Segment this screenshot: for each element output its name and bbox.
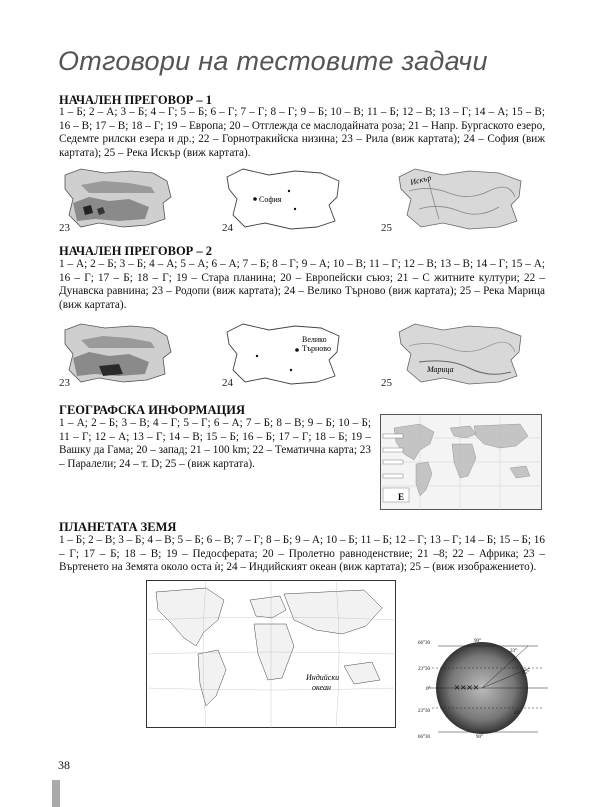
map-label-maritsa: Марица (427, 365, 454, 374)
relief-map-bulgaria-rila (65, 169, 171, 227)
figure-label: 23 (59, 222, 70, 234)
globe-label-left: 0° (426, 687, 431, 692)
maps-row-1 (59, 163, 539, 231)
page-number: 38 (58, 758, 70, 772)
world-map-thematic (380, 414, 542, 510)
globe-label-right: 23° (510, 649, 517, 654)
map-label-veliko: Велико (302, 335, 327, 344)
world-political-map (146, 580, 396, 728)
globe-label-right: 23° (514, 711, 521, 716)
globe-label-left: 66°30 (418, 735, 430, 740)
river-map-bulgaria-iskar (399, 169, 521, 229)
section-text-geo-info: 1 – А; 2 – Б; 3 – В; 4 – Г; 5 – Г; 6 – А; 7 – Б; 8 – В; 9 – Б; 10 – Б; 11 – Г; 12 – А; 13 – Г; 14 – В; 15 – Б; 16 – Б; 17 – Г; 18 – Б; 19 – Вашку да Гама; 20 – запад; 21 – 100 km; 22 – Тематична карта; 23 – Паралели; 24 – т. D; 25 – (виж картата). (59, 417, 371, 470)
map-label-sofia: София (259, 195, 282, 204)
figure-label: 24 (222, 377, 233, 389)
map-label-indian-ocean-1: Индийски (306, 673, 340, 682)
globe-label-left: 66°30 (418, 641, 430, 646)
outline-map-bulgaria-sofia (227, 169, 339, 229)
figure-label: 25 (381, 377, 392, 389)
globe-label-right: 90° (476, 735, 483, 740)
globe-label-right: 45° (522, 671, 529, 676)
outline-map-bulgaria-veliko-tarnovo (227, 324, 339, 384)
section-heading-planet-earth: ПЛАНЕТАТА ЗЕМЯ (59, 520, 177, 534)
map-label-tarnovo: Търново (302, 344, 332, 353)
globe-marks: ×××× (454, 682, 480, 694)
earth-globe-diagram (418, 632, 548, 740)
figure-label: 24 (222, 222, 233, 234)
relief-map-bulgaria-rhodopes (65, 324, 171, 382)
map-label-iskar: Искър (409, 173, 433, 187)
section-text-review-1: 1 – Б; 2 – А; 3 – Б; 4 – Г; 5 – Б; 6 – Г; 7 – Г; 8 – Г; 9 – Б; 10 – В; 11 – Б; 12 – В; 13 – Г; 14 – А; 15 – В; 16 – В; 17 – В; 18 – Г; 19 – Европа; 20 – Отглежда се маслодайната роза; 21 – Напр. Бургаското езеро, Седемте рилски езера и др.; 22 – Горнотракийска низина; 23 – Рила (виж картата); 24 – София (виж картата); 25 – Река Искър (виж картата). (59, 106, 545, 159)
maps-row-2 (59, 318, 539, 386)
section-heading-geo-info: ГЕОГРАФСКА ИНФОРМАЦИЯ (59, 403, 245, 417)
section-heading-review-1: НАЧАЛЕН ПРЕГОВОР – 1 (59, 93, 213, 107)
page-edge-tab (52, 780, 60, 807)
page-title: Отговори на тестовите задачи (58, 46, 488, 76)
globe-label-left: 23°30 (418, 709, 430, 714)
river-map-bulgaria-maritsa (399, 324, 521, 384)
section-text-planet-earth: 1 – Б; 2 – В; 3 – Б; 4 – В; 5 – Б; 6 – В; 7 – Г; 8 – Б; 9 – А; 10 – Б; 11 – Б; 12 – Г; 13 – Г; 14 – Б; 15 – Б; 16 – Г; 17 – Б; 18 – В; 19 – Педосферата; 20 – Пролетно равноденствие; 21 –8; 22 – Африка; 23 – Въртенето на Земята около оста ѝ; 24 – Индийският океан (виж картата); 25 – (виж изображението). (59, 534, 545, 574)
figure-label: 23 (59, 377, 70, 389)
globe-label-right: 90° (474, 639, 481, 644)
globe-label-left: 23°30 (418, 667, 430, 672)
map-label-indian-ocean-2: океан (312, 683, 331, 692)
section-text-review-2: 1 – А; 2 – Б; 3 – Б; 4 – А; 5 – А; 6 – А; 7 – Б; 8 – Г; 9 – А; 10 – В; 11 – Г; 12 – В; 13 – В; 14 – Г; 15 – А; 16 – Г; 17 – Б; 18 – Г; 19 – Стара планина; 20 – Европейски съюз; 21 – С житните култури; 22 – Дунавска равнина; 23 – Родопи (виж картата); 24 – Велико Търново (виж картата); 25 – Река Марица (виж картата). (59, 258, 545, 311)
figure-label: 25 (381, 222, 392, 234)
map-label-point-e: E (398, 492, 405, 502)
section-heading-review-2: НАЧАЛЕН ПРЕГОВОР – 2 (59, 244, 213, 258)
